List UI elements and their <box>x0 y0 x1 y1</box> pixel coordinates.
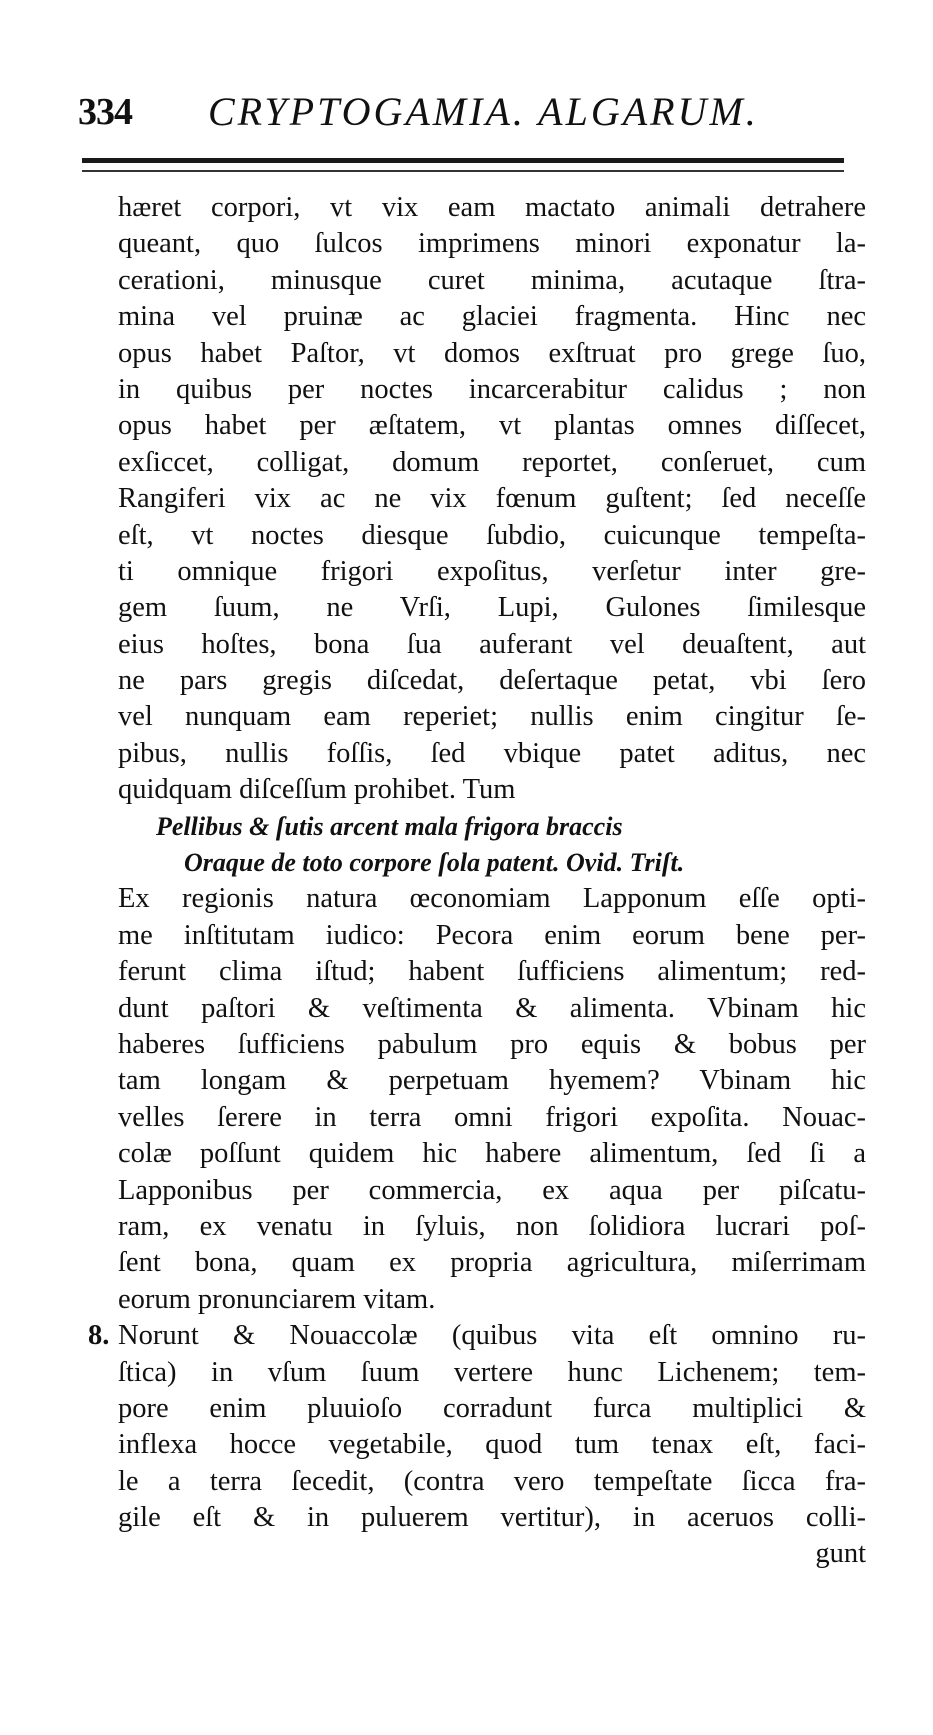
header-rule-thick <box>82 158 844 163</box>
text-line: colæ poſſunt quidem hic habere alimentum, ſed ſi a <box>118 1138 866 1170</box>
text-line: ſent bona, quam ex propria agricultura, miſerrimam <box>118 1247 866 1279</box>
catchword: gunt <box>815 1538 866 1570</box>
text-line: gem ſuum, ne Vrſi, Lupi, Gulones ſimilesque <box>118 592 866 624</box>
text-line: ne pars gregis diſcedat, deſertaque petat, vbi ſero <box>118 665 866 697</box>
text-line: dunt paſtori & veſtimenta & alimenta. Vbinam hic <box>118 992 866 1024</box>
text-line: ram, ex venatu in ſyluis, non ſolidiora lucrari poſ- <box>118 1210 866 1242</box>
section-number: 8. <box>88 1320 110 1352</box>
text-line: haberes ſufficiens pabulum pro equis & bobus per <box>118 1028 866 1060</box>
text-line: pore enim pluuioſo corradunt furca multiplici & <box>118 1392 866 1424</box>
text-line: ti omnique frigori expoſitus, verſetur inter gre- <box>118 555 866 587</box>
text-line-content: Norunt & Nouaccolæ (quibus vita eſt omnino ru- <box>118 1320 866 1352</box>
text-line: Lapponibus per commercia, ex aqua per piſcatu- <box>118 1174 866 1206</box>
text-line: opus habet per æſtatem, vt plantas omnes diſſecet, <box>118 410 866 442</box>
verse-line: Pellibus & ſutis arcent mala frigora braccis <box>156 811 623 841</box>
text-line: velles ſerere in terra omni frigori expoſita. Nouac- <box>118 1101 866 1133</box>
verse-line-citation: Oraque de toto corpore ſola patent. Ovid. Triſt. <box>184 848 685 878</box>
text-line: Ex regionis natura œconomiam Lapponum eſſe opti- <box>118 883 866 915</box>
text-line: quidquam diſceſſum prohibet. Tum <box>118 774 516 806</box>
text-line: inflexa hocce vegetabile, quod tum tenax eſt, faci- <box>118 1429 866 1461</box>
text-line: me inſtitutam iudico: Pecora enim eorum bene per- <box>118 919 866 951</box>
text-line: queant, quo ſulcos imprimens minori exponatur la- <box>118 228 866 260</box>
text-line: exſiccet, colligat, domum reportet, conſeruet, cum <box>118 446 866 478</box>
text-line: pibus, nullis foſſis, ſed vbique patet aditus, nec <box>118 737 866 769</box>
text-line: cerationi, minusque curet minima, acutaque ſtra- <box>118 264 866 296</box>
text-line: ſtica) in vſum ſuum vertere hunc Lichenem; tem- <box>118 1356 866 1388</box>
text-line: hæret corpori, vt vix eam mactato animali detrahere <box>118 192 866 223</box>
text-line: le a terra ſecedit, (contra vero tempeſtate ſicca fra- <box>118 1465 866 1497</box>
section-first-line <box>88 1318 866 1354</box>
text-line: gile eſt & in puluerem vertitur), in aceruos colli- <box>118 1502 866 1534</box>
text-line: opus habet Paſtor, vt domos exſtruat pro grege ſuo, <box>118 337 866 369</box>
header-rule-thin <box>82 170 844 172</box>
body-text <box>88 190 866 1573</box>
text-line: vel nunquam eam reperiet; nullis enim cingitur ſe- <box>118 701 866 733</box>
page-number: 334 <box>78 91 132 133</box>
text-line: eorum pronunciarem vitam. <box>118 1283 436 1315</box>
text-line: eius hoſtes, bona ſua auferant vel deuaſtent, aut <box>118 628 866 660</box>
text-line: tam longam & perpetuam hyemem? Vbinam hic <box>118 1065 866 1097</box>
running-title: CRYPTOGAMIA. ALGARUM. <box>208 89 759 134</box>
text-line: eſt, vt noctes diesque ſubdio, cuicunque tempeſta- <box>118 519 866 551</box>
text-line: ferunt clima iſtud; habent ſufficiens alimentum; red- <box>118 956 866 988</box>
text-line: mina vel pruinæ ac glaciei fragmenta. Hinc nec <box>118 301 866 333</box>
running-head <box>78 84 848 144</box>
text-line: Rangiferi vix ac ne vix fœnum guſtent; ſed neceſſe <box>118 483 866 515</box>
text-line: in quibus per noctes incarcerabitur calidus ; non <box>118 373 866 405</box>
